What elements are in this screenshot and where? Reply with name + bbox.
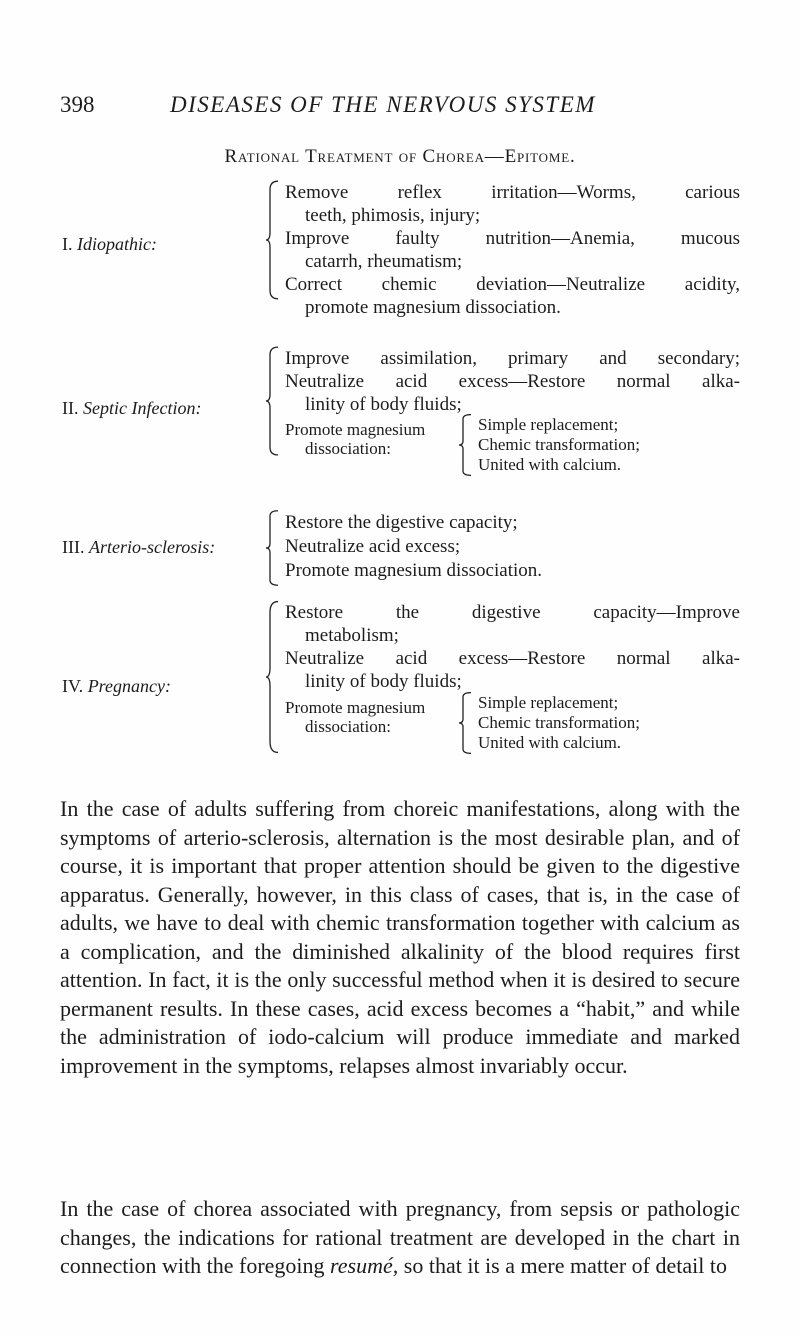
- sub-item: Simple replacement;: [478, 693, 619, 712]
- sub-label: Promote magnesium: [285, 420, 426, 439]
- section-label-septic-infection: [62, 398, 201, 419]
- section-line: Promote magnesium dissociation.: [285, 560, 543, 581]
- section-numeral: IV.: [62, 676, 84, 696]
- page-number: 398: [60, 92, 95, 117]
- sub-item: United with calcium.: [478, 455, 622, 474]
- sub-item: Chemic transformation;: [478, 435, 640, 454]
- section-name: Septic Infection:: [83, 398, 202, 418]
- section-name: Pregnancy:: [87, 676, 171, 696]
- section-brace: [265, 346, 279, 456]
- sub-item: Chemic transformation;: [478, 713, 640, 732]
- sub-label: dissociation:: [305, 717, 391, 736]
- section-line: Improve assimilation, primary and secondary;: [285, 348, 740, 369]
- section-line: promote magnesium dissociation.: [305, 297, 561, 318]
- section-line: Correct chemic deviation—Neutralize acidity,: [285, 274, 740, 295]
- section-line: metabolism;: [305, 625, 399, 646]
- body-paragraph-continued: [60, 1195, 740, 1281]
- section-line: teeth, phimosis, injury;: [305, 205, 481, 226]
- section-line: Neutralize acid excess—Restore normal alka-: [285, 371, 740, 392]
- section-numeral: I.: [62, 234, 73, 254]
- sub-brace: [458, 692, 472, 754]
- sub-label: Promote magnesium: [285, 698, 426, 717]
- section-line: Remove reflex irritation—Worms, carious: [285, 182, 740, 203]
- section-line: Improve faulty nutrition—Anemia, mucous: [285, 228, 740, 249]
- sub-item: United with calcium.: [478, 733, 622, 752]
- section-brace: [265, 510, 279, 586]
- sub-item: Simple replacement;: [478, 415, 619, 434]
- section-line: Neutralize acid excess;: [285, 536, 461, 557]
- section-line: linity of body fluids;: [305, 671, 462, 692]
- running-header: [60, 92, 740, 122]
- sub-label: dissociation:: [305, 439, 391, 458]
- section-line: linity of body fluids;: [305, 394, 462, 415]
- section-line: Restore the digestive capacity—Improve: [285, 602, 740, 623]
- paragraph-text: so that it is a mere matter of detail to: [398, 1253, 727, 1278]
- section-label-arterio-sclerosis: [62, 537, 215, 558]
- sub-brace: [458, 414, 472, 476]
- section-line: Neutralize acid excess—Restore normal alka-: [285, 648, 740, 669]
- chart-title: Rational Treatment of Chorea—Epitome.: [224, 146, 576, 167]
- section-numeral: II.: [62, 398, 79, 418]
- running-title: DISEASES OF THE NERVOUS SYSTEM: [170, 92, 596, 117]
- paragraph-text: In the case of chorea associated with pregnancy, from sepsis or pathologic changes, the indications for rational treatment are developed in the chart in connection with the foregoing: [60, 1196, 740, 1278]
- paragraph-italic-text: resumé,: [330, 1253, 399, 1278]
- section-name: Arterio-sclerosis:: [88, 537, 216, 557]
- section-numeral: III.: [62, 537, 85, 557]
- section-brace: [265, 180, 279, 300]
- section-line: catarrh, rheumatism;: [305, 251, 463, 272]
- section-brace: [265, 600, 279, 754]
- section-line: Restore the digestive capacity;: [285, 512, 518, 533]
- section-label-idiopathic: [62, 234, 157, 255]
- section-label-pregnancy: [62, 676, 171, 697]
- body-paragraph: In the case of adults suffering from choreic manifestations, along with the symptoms of arterio-sclerosis, alternation is the most desirable plan, and of course, it is important that proper attention should be given to the digestive apparatus. Generally, however, in this class of cases, that is, in the case of adults, we have to deal with chemic transformation together with calcium as a complication, and the diminished alkalinity of the blood requires first attention. In fact, it is the only successful method when it is desired to secure permanent results. In these cases, acid excess becomes a “habit,” and while the administration of iodo-calcium will produce immediate and marked improvement in the symptoms, relapses almost invariably occur.: [60, 796, 740, 1078]
- section-name: Idiopathic:: [77, 234, 157, 254]
